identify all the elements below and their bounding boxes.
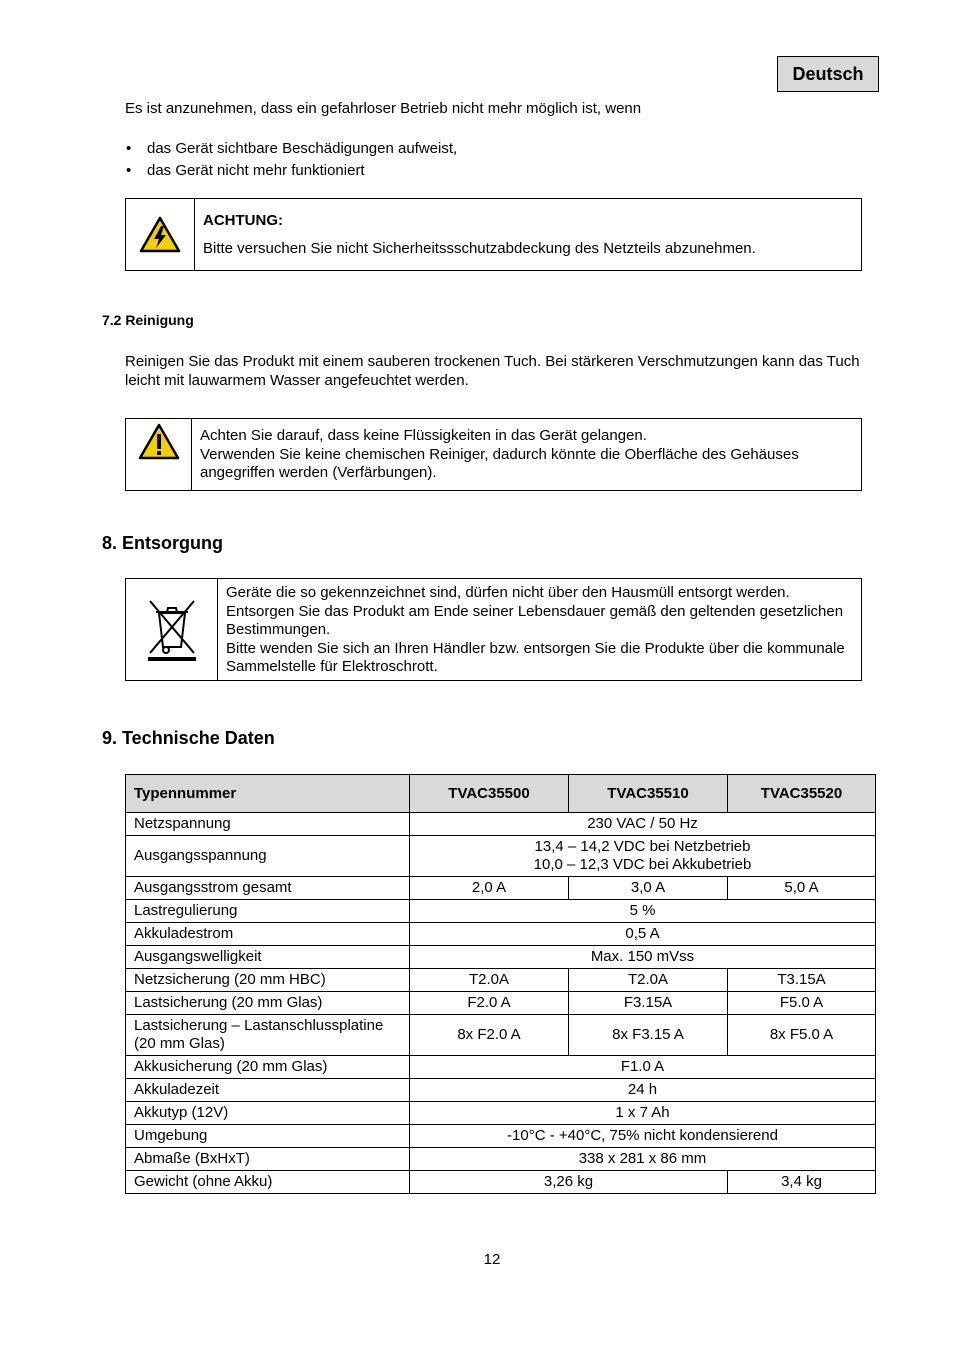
condition-list (125, 138, 457, 182)
table-header-row (126, 775, 876, 813)
section-heading-cleaning: 7.2 Reinigung (102, 312, 194, 328)
high-voltage-warning-icon (126, 199, 195, 270)
section-heading-disposal: 8. Entsorgung (102, 533, 223, 553)
warning-title: ACHTUNG: (203, 212, 283, 229)
caution-exclamation-icon (126, 419, 192, 490)
column-header: TVAC35500 (410, 775, 569, 813)
table-row (126, 813, 876, 836)
caution-box (125, 418, 862, 491)
caution-line: Achten Sie darauf, dass keine Flüssigkeiten in das Gerät gelangen. (200, 427, 647, 444)
row-label: Ausgangsstrom gesamt (126, 877, 410, 900)
row-label: Netzsicherung (20 mm HBC) (126, 969, 410, 992)
cell-value: T2.0A (569, 969, 728, 992)
row-label: Ausgangswelligkeit (126, 946, 410, 969)
column-header: Typennummer (126, 775, 410, 813)
cell-value: 230 VAC / 50 Hz (410, 813, 876, 836)
caution-line: Verwenden Sie keine chemischen Reiniger, dadurch könnte die Oberfläche des Gehäuses angegriffen werden (Verfärbungen). (200, 445, 799, 481)
disposal-line: Geräte die so gekennzeichnet sind, dürfen nicht über den Hausmüll entsorgt werden. (226, 584, 790, 601)
list-item: • das Gerät sichtbare Beschädigungen aufweist, (125, 138, 457, 160)
row-label: Gewicht (ohne Akku) (126, 1171, 410, 1194)
language-label: Deutsch (777, 56, 879, 92)
cleaning-text: Reinigen Sie das Produkt mit einem sauberen trockenen Tuch. Bei stärkeren Verschmutzungen kann das Tuch leicht mit lauwarmem Wasser angefeuchtet werden. (125, 353, 860, 389)
spec-table (125, 774, 876, 1194)
cell-value: 8x F3.15 A (569, 1015, 728, 1056)
table-row (126, 1102, 876, 1125)
table-row (126, 1079, 876, 1102)
row-label: Akkutyp (12V) (126, 1102, 410, 1125)
table-row (126, 923, 876, 946)
row-label: Abmaße (BxHxT) (126, 1148, 410, 1171)
cell-value: 3,26 kg (410, 1171, 728, 1194)
table-row (126, 877, 876, 900)
disposal-line: Bitte wenden Sie sich an Ihren Händler bzw. entsorgen Sie die Produkte über die kommunale Sammelstelle für Elektroschrott. (226, 639, 845, 675)
row-label: Umgebung (126, 1125, 410, 1148)
table-row (126, 992, 876, 1015)
disposal-box (125, 578, 862, 681)
column-header: TVAC35520 (728, 775, 876, 813)
disposal-line: Entsorgen Sie das Produkt am Ende seiner Lebensdauer gemäß den geltenden gesetzlichen Bestimmungen. (226, 602, 844, 638)
row-label: Akkuladestrom (126, 923, 410, 946)
cell-value: 2,0 A (410, 877, 569, 900)
table-row (126, 1056, 876, 1079)
cell-value: -10°C - +40°C, 75% nicht kondensierend (410, 1125, 876, 1148)
cell-value: 5 % (410, 900, 876, 923)
intro-text: Es ist anzunehmen, dass ein gefahrloser Betrieb nicht mehr möglich ist, wenn (125, 100, 642, 117)
table-row (126, 969, 876, 992)
row-label: Lastsicherung (20 mm Glas) (126, 992, 410, 1015)
cell-value: F5.0 A (728, 992, 876, 1015)
cell-value: 5,0 A (728, 877, 876, 900)
warning-box (125, 198, 862, 271)
cell-value: F2.0 A (410, 992, 569, 1015)
cell-value: 8x F2.0 A (410, 1015, 569, 1056)
table-row (126, 1171, 876, 1194)
row-label: Akkusicherung (20 mm Glas) (126, 1056, 410, 1079)
section-heading-specs: 9. Technische Daten (102, 728, 275, 748)
warning-text: Bitte versuchen Sie nicht Sicherheitssschutzabdeckung des Netzteils abzunehmen. (203, 239, 756, 257)
row-label: Lastsicherung – Lastanschlussplatine (20 mm Glas) (126, 1015, 410, 1056)
table-row (126, 1125, 876, 1148)
column-header: TVAC35510 (569, 775, 728, 813)
crossed-out-bin-icon (126, 579, 218, 680)
row-label: Ausgangsspannung (126, 836, 410, 877)
table-row (126, 1015, 876, 1056)
cell-value: F1.0 A (410, 1056, 876, 1079)
cell-value: 1 x 7 Ah (410, 1102, 876, 1125)
cell-value: 0,5 A (410, 923, 876, 946)
cell-value: 3,4 kg (728, 1171, 876, 1194)
cell-value: T2.0A (410, 969, 569, 992)
list-item: • das Gerät nicht mehr funktioniert (125, 160, 457, 182)
cell-value: 338 x 281 x 86 mm (410, 1148, 876, 1171)
table-row (126, 1148, 876, 1171)
cell-value: F3.15A (569, 992, 728, 1015)
table-row (126, 946, 876, 969)
cell-value: 24 h (410, 1079, 876, 1102)
table-row (126, 900, 876, 923)
page-number: 12 (483, 1251, 501, 1268)
cell-value: T3.15A (728, 969, 876, 992)
cell-value: 13,4 – 14,2 VDC bei Netzbetrieb 10,0 – 12,3 VDC bei Akkubetrieb (410, 836, 876, 877)
row-label: Akkuladezeit (126, 1079, 410, 1102)
cell-value: Max. 150 mVss (410, 946, 876, 969)
row-label: Lastregulierung (126, 900, 410, 923)
table-row (126, 836, 876, 877)
cell-value: 3,0 A (569, 877, 728, 900)
cell-value: 8x F5.0 A (728, 1015, 876, 1056)
row-label: Netzspannung (126, 813, 410, 836)
